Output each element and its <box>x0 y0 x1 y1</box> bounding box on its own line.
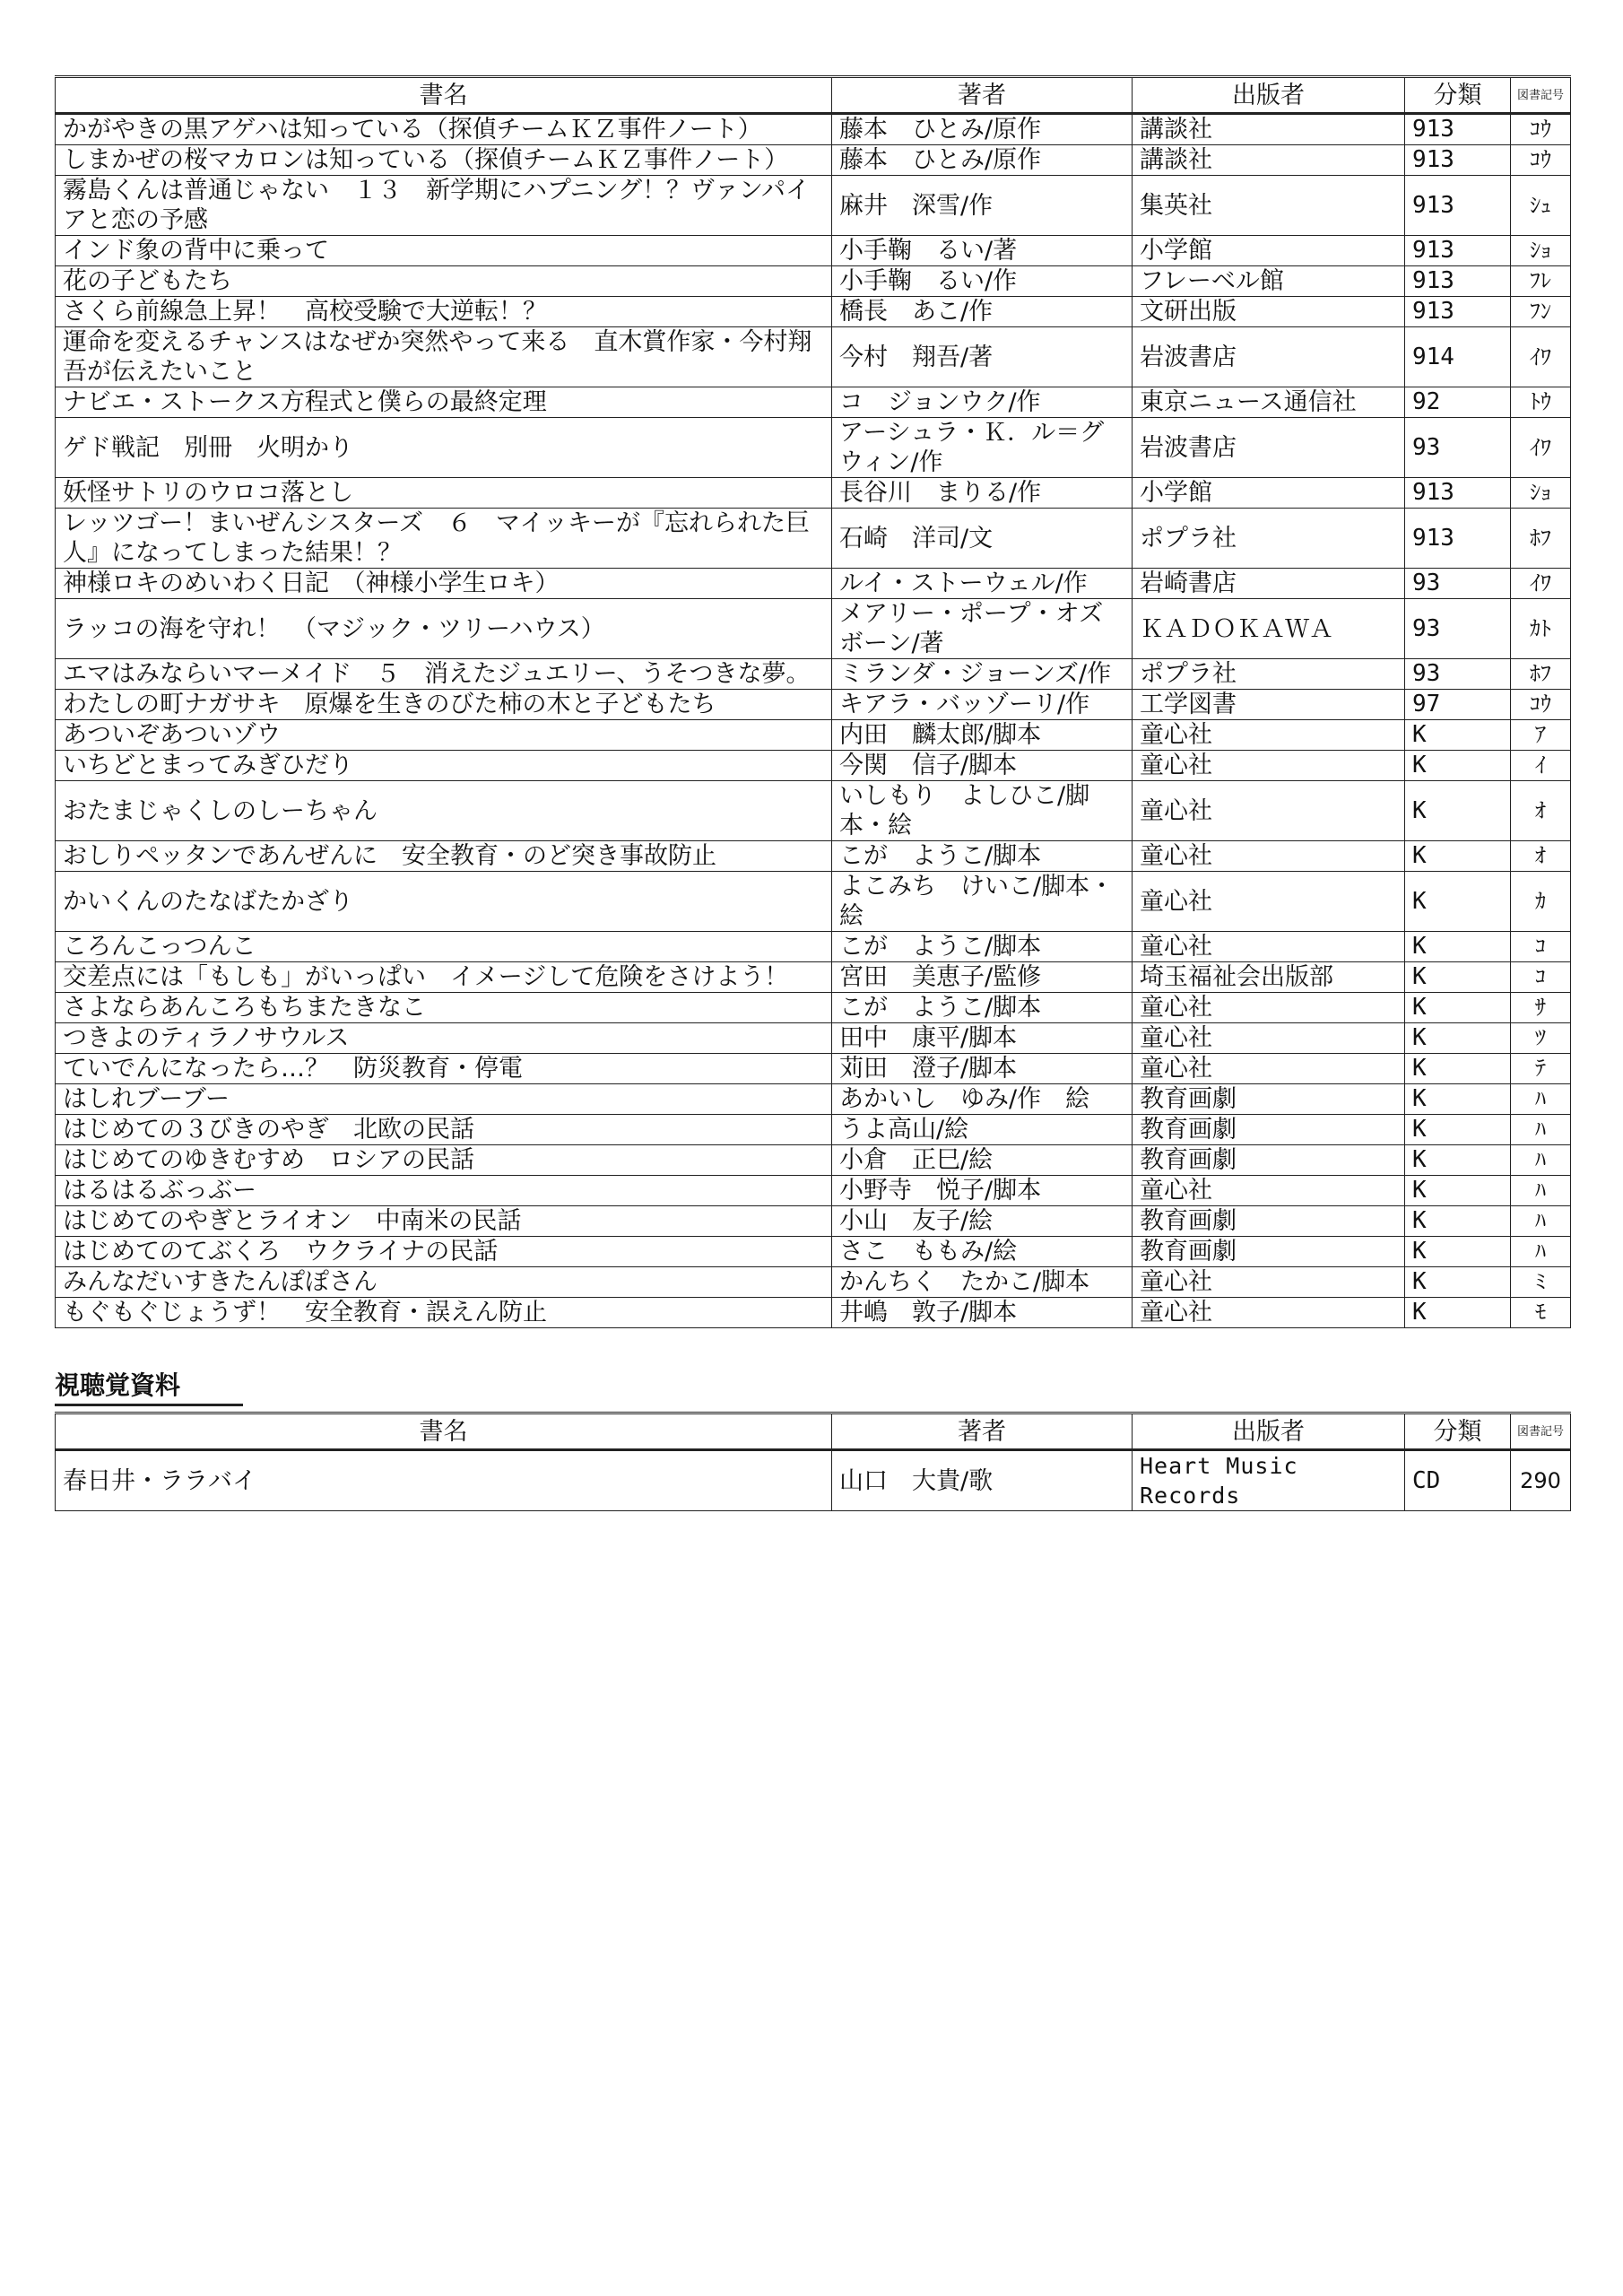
call-code-cell: ｼｮ <box>1511 478 1571 509</box>
book-row <box>56 387 1571 418</box>
call-code-cell: ｼｭ <box>1511 176 1571 236</box>
classification-cell: 93 <box>1405 659 1511 690</box>
book-row <box>56 297 1571 327</box>
classification-cell: K <box>1405 1084 1511 1115</box>
call-code-cell: ﾐ <box>1511 1267 1571 1298</box>
av-table <box>55 1412 1571 1511</box>
publisher-cell: 小学館 <box>1133 236 1405 266</box>
author-cell: 藤本 ひとみ/原作 <box>832 114 1133 145</box>
book-title-cell: 妖怪サトリのウロコ落とし <box>56 478 832 509</box>
classification-cell: K <box>1405 962 1511 993</box>
book-title-cell: 運命を変えるチャンスはなぜか突然やって来る 直木賞作家・今村翔吾が伝えたいこと <box>56 327 832 387</box>
book-row <box>56 1145 1571 1176</box>
book-row <box>56 1267 1571 1298</box>
author-cell: よこみち けいこ/脚本・絵 <box>832 872 1133 932</box>
call-code-cell: ｺｳ <box>1511 690 1571 720</box>
author-cell: 今村 翔吾/著 <box>832 327 1133 387</box>
publisher-cell: 童心社 <box>1133 751 1405 781</box>
classification-cell: K <box>1405 1298 1511 1328</box>
book-title-cell: さよならあんころもちまたきなこ <box>56 993 832 1023</box>
av-header-title: 書名 <box>56 1413 832 1450</box>
classification-cell: CD <box>1405 1450 1511 1511</box>
author-cell: 藤本 ひとみ/原作 <box>832 145 1133 176</box>
publisher-cell: 童心社 <box>1133 1054 1405 1084</box>
book-row <box>56 751 1571 781</box>
av-header-publisher: 出版者 <box>1133 1413 1405 1450</box>
classification-cell: K <box>1405 841 1511 872</box>
book-row <box>56 1206 1571 1237</box>
book-title-cell: ころんこっつんこ <box>56 932 832 962</box>
author-cell: メアリー・ポープ・オズボーン/著 <box>832 599 1133 659</box>
call-code-cell: ｲﾜ <box>1511 418 1571 478</box>
publisher-cell: 童心社 <box>1133 932 1405 962</box>
book-row <box>56 145 1571 176</box>
call-code-cell: ﾊ <box>1511 1237 1571 1267</box>
publisher-cell: 工学図書 <box>1133 690 1405 720</box>
author-cell: さこ ももみ/絵 <box>832 1237 1133 1267</box>
author-cell: 山口 大貴/歌 <box>832 1450 1133 1511</box>
publisher-cell: 教育画劇 <box>1133 1206 1405 1237</box>
classification-cell: K <box>1405 993 1511 1023</box>
book-title-cell: しまかぜの桜マカロンは知っている（探偵チームＫＺ事件ノート） <box>56 145 832 176</box>
header-title: 書名 <box>56 77 832 114</box>
author-cell: ミランダ・ジョーンズ/作 <box>832 659 1133 690</box>
call-code-cell: ﾄｳ <box>1511 387 1571 418</box>
book-title-cell: ラッコの海を守れ！ （マジック・ツリーハウス） <box>56 599 832 659</box>
book-title-cell: 神様ロキのめいわく日記 （神様小学生ロキ） <box>56 569 832 599</box>
call-code-cell: ｺ <box>1511 932 1571 962</box>
publisher-cell: 童心社 <box>1133 872 1405 932</box>
classification-cell: K <box>1405 1115 1511 1145</box>
publisher-cell: 童心社 <box>1133 1267 1405 1298</box>
book-row <box>56 509 1571 569</box>
publisher-cell: 童心社 <box>1133 841 1405 872</box>
publisher-cell: 小学館 <box>1133 478 1405 509</box>
call-code-cell: ｲﾜ <box>1511 569 1571 599</box>
call-code-cell: ｲﾜ <box>1511 327 1571 387</box>
book-row <box>56 176 1571 236</box>
publisher-cell: 講談社 <box>1133 145 1405 176</box>
book-title-cell: かがやきの黒アゲハは知っている（探偵チームＫＺ事件ノート） <box>56 114 832 145</box>
classification-cell: 913 <box>1405 266 1511 297</box>
author-cell: こが ようこ/脚本 <box>832 993 1133 1023</box>
publisher-cell: ポプラ社 <box>1133 509 1405 569</box>
book-title-cell: はじめてのてぶくろ ウクライナの民話 <box>56 1237 832 1267</box>
header-author: 著者 <box>832 77 1133 114</box>
author-cell: 小倉 正巳/絵 <box>832 1145 1133 1176</box>
classification-cell: 914 <box>1405 327 1511 387</box>
publisher-cell: 童心社 <box>1133 720 1405 751</box>
book-title-cell: もぐもぐじょうず！ 安全教育・誤えん防止 <box>56 1298 832 1328</box>
author-cell: こが ようこ/脚本 <box>832 932 1133 962</box>
author-cell: 小手鞠 るい/著 <box>832 236 1133 266</box>
publisher-cell: 埼玉福祉会出版部 <box>1133 962 1405 993</box>
author-cell: 小手鞠 るい/作 <box>832 266 1133 297</box>
author-cell: 苅田 澄子/脚本 <box>832 1054 1133 1084</box>
author-cell: あかいし ゆみ/作 絵 <box>832 1084 1133 1115</box>
book-title-cell: インド象の背中に乗って <box>56 236 832 266</box>
publisher-cell: 岩波書店 <box>1133 418 1405 478</box>
author-cell: 長谷川 まりる/作 <box>832 478 1133 509</box>
author-cell: コ ジョンウク/作 <box>832 387 1133 418</box>
call-code-cell: ｵ <box>1511 841 1571 872</box>
classification-cell: K <box>1405 932 1511 962</box>
author-cell: ルイ・ストーウェル/作 <box>832 569 1133 599</box>
classification-cell: 913 <box>1405 236 1511 266</box>
author-cell: 井嶋 敦子/脚本 <box>832 1298 1133 1328</box>
classification-cell: K <box>1405 720 1511 751</box>
call-code-cell: ﾊ <box>1511 1176 1571 1206</box>
book-row <box>56 1298 1571 1328</box>
classification-cell: 93 <box>1405 599 1511 659</box>
publisher-cell: 文研出版 <box>1133 297 1405 327</box>
classification-cell: K <box>1405 872 1511 932</box>
books-header-row <box>56 77 1571 114</box>
header-code: 図書記号 <box>1511 77 1571 114</box>
book-title-cell: はじめてのゆきむすめ ロシアの民話 <box>56 1145 832 1176</box>
publisher-cell: 童心社 <box>1133 1023 1405 1054</box>
publisher-cell: 童心社 <box>1133 993 1405 1023</box>
classification-cell: 913 <box>1405 176 1511 236</box>
book-row <box>56 872 1571 932</box>
book-title-cell: 花の子どもたち <box>56 266 832 297</box>
publisher-cell: ポプラ社 <box>1133 659 1405 690</box>
author-cell: 今関 信子/脚本 <box>832 751 1133 781</box>
av-body <box>56 1450 1571 1511</box>
book-row <box>56 690 1571 720</box>
book-title-cell: みんなだいすきたんぽぽさん <box>56 1267 832 1298</box>
book-title-cell: 霧島くんは普通じゃない １３ 新学期にハプニング！？ヴァンパイアと恋の予感 <box>56 176 832 236</box>
publisher-cell: 教育画劇 <box>1133 1084 1405 1115</box>
classification-cell: 92 <box>1405 387 1511 418</box>
call-code-cell: ｲ <box>1511 751 1571 781</box>
book-row <box>56 1023 1571 1054</box>
book-title-cell: はしれブーブー <box>56 1084 832 1115</box>
book-row <box>56 1054 1571 1084</box>
publisher-cell: 童心社 <box>1133 1298 1405 1328</box>
call-code-cell: ﾎﾌ <box>1511 659 1571 690</box>
book-row <box>56 327 1571 387</box>
classification-cell: K <box>1405 751 1511 781</box>
call-code-cell: ﾂ <box>1511 1023 1571 1054</box>
classification-cell: 97 <box>1405 690 1511 720</box>
book-row <box>56 569 1571 599</box>
av-section-title: 視聴覚資料 <box>55 1366 243 1406</box>
book-title-cell: はじめての３びきのやぎ 北欧の民話 <box>56 1115 832 1145</box>
call-code-cell: ﾊ <box>1511 1206 1571 1237</box>
book-title-cell: わたしの町ナガサキ 原爆を生きのびた柿の木と子どもたち <box>56 690 832 720</box>
classification-cell: 913 <box>1405 509 1511 569</box>
publisher-cell: 教育画劇 <box>1133 1145 1405 1176</box>
book-list-sheet <box>55 75 1570 1511</box>
book-title-cell: レッツゴー！まいぜんシスターズ ６ マイッキーが『忘れられた巨人』になってしまった結果！？ <box>56 509 832 569</box>
book-row <box>56 720 1571 751</box>
header-publisher: 出版者 <box>1133 77 1405 114</box>
book-row <box>56 418 1571 478</box>
author-cell: キアラ・バッゾーリ/作 <box>832 690 1133 720</box>
classification-cell: K <box>1405 1267 1511 1298</box>
book-row <box>56 993 1571 1023</box>
book-row <box>56 659 1571 690</box>
call-code-cell: ﾌﾚ <box>1511 266 1571 297</box>
author-cell: 小山 友子/絵 <box>832 1206 1133 1237</box>
publisher-cell: 講談社 <box>1133 114 1405 145</box>
call-code-cell: ﾊ <box>1511 1115 1571 1145</box>
classification-cell: 913 <box>1405 478 1511 509</box>
book-title-cell: ていでんになったら…？ 防災教育・停電 <box>56 1054 832 1084</box>
author-cell: うよ高山/絵 <box>832 1115 1133 1145</box>
classification-cell: 913 <box>1405 114 1511 145</box>
publisher-cell: フレーベル館 <box>1133 266 1405 297</box>
call-code-cell: ｺ <box>1511 962 1571 993</box>
book-title-cell: 春日井・ララバイ <box>56 1450 832 1511</box>
publisher-cell: ＫＡＤＯＫＡＷＡ <box>1133 599 1405 659</box>
call-code-cell: ｶﾄ <box>1511 599 1571 659</box>
classification-cell: K <box>1405 1237 1511 1267</box>
av-header-row <box>56 1413 1571 1450</box>
book-title-cell: おしりペッタンであんぜんに 安全教育・のど突き事故防止 <box>56 841 832 872</box>
book-row <box>56 1084 1571 1115</box>
author-cell: 内田 麟太郎/脚本 <box>832 720 1133 751</box>
book-title-cell: ナビエ・ストークス方程式と僕らの最終定理 <box>56 387 832 418</box>
book-row <box>56 962 1571 993</box>
book-title-cell: 交差点には「もしも」がいっぱい イメージして危険をさけよう！ <box>56 962 832 993</box>
call-code-cell: ｺｳ <box>1511 114 1571 145</box>
author-cell: 宮田 美恵子/監修 <box>832 962 1133 993</box>
book-row <box>56 1176 1571 1206</box>
book-row <box>56 781 1571 841</box>
av-row <box>56 1450 1571 1511</box>
classification-cell: K <box>1405 1023 1511 1054</box>
publisher-cell: 集英社 <box>1133 176 1405 236</box>
book-row <box>56 478 1571 509</box>
book-row <box>56 266 1571 297</box>
av-header-classification: 分類 <box>1405 1413 1511 1450</box>
books-body <box>56 114 1571 1328</box>
book-row <box>56 1237 1571 1267</box>
author-cell: 麻井 深雪/作 <box>832 176 1133 236</box>
author-cell: こが ようこ/脚本 <box>832 841 1133 872</box>
call-code-cell: ﾃ <box>1511 1054 1571 1084</box>
book-row <box>56 599 1571 659</box>
call-code-cell: 290 <box>1511 1450 1571 1511</box>
call-code-cell: ﾓ <box>1511 1298 1571 1328</box>
av-header-code: 図書記号 <box>1511 1413 1571 1450</box>
book-title-cell: いちどとまってみぎひだり <box>56 751 832 781</box>
call-code-cell: ｼｮ <box>1511 236 1571 266</box>
classification-cell: K <box>1405 1176 1511 1206</box>
publisher-cell: 岩波書店 <box>1133 327 1405 387</box>
publisher-cell: 教育画劇 <box>1133 1115 1405 1145</box>
book-title-cell: おたまじゃくしのしーちゃん <box>56 781 832 841</box>
book-row <box>56 114 1571 145</box>
author-cell: いしもり よしひこ/脚本・絵 <box>832 781 1133 841</box>
publisher-cell: 教育画劇 <box>1133 1237 1405 1267</box>
classification-cell: 93 <box>1405 569 1511 599</box>
author-cell: 石崎 洋司/文 <box>832 509 1133 569</box>
call-code-cell: ｺｳ <box>1511 145 1571 176</box>
author-cell: 橋長 あこ/作 <box>832 297 1133 327</box>
publisher-cell: 童心社 <box>1133 781 1405 841</box>
author-cell: 田中 康平/脚本 <box>832 1023 1133 1054</box>
call-code-cell: ｱ <box>1511 720 1571 751</box>
call-code-cell: ﾊ <box>1511 1145 1571 1176</box>
call-code-cell: ﾊ <box>1511 1084 1571 1115</box>
classification-cell: K <box>1405 1054 1511 1084</box>
author-cell: 小野寺 悦子/脚本 <box>832 1176 1133 1206</box>
classification-cell: K <box>1405 1206 1511 1237</box>
books-table <box>55 75 1571 1328</box>
call-code-cell: ｵ <box>1511 781 1571 841</box>
classification-cell: 93 <box>1405 418 1511 478</box>
book-title-cell: はるはるぶっぶー <box>56 1176 832 1206</box>
book-title-cell: さくら前線急上昇！ 高校受験で大逆転！？ <box>56 297 832 327</box>
call-code-cell: ﾌﾝ <box>1511 297 1571 327</box>
publisher-cell: 東京ニュース通信社 <box>1133 387 1405 418</box>
publisher-cell: 岩崎書店 <box>1133 569 1405 599</box>
classification-cell: K <box>1405 781 1511 841</box>
classification-cell: 913 <box>1405 297 1511 327</box>
book-row <box>56 236 1571 266</box>
book-title-cell: エマはみならいマーメイド ５ 消えたジュエリー、うそつきな夢。 <box>56 659 832 690</box>
book-title-cell: あついぞあついゾウ <box>56 720 832 751</box>
author-cell: アーシュラ・Ｋ．ル＝グウィン/作 <box>832 418 1133 478</box>
publisher-cell: 童心社 <box>1133 1176 1405 1206</box>
book-row <box>56 932 1571 962</box>
author-cell: かんちく たかこ/脚本 <box>832 1267 1133 1298</box>
book-row <box>56 1115 1571 1145</box>
book-title-cell: かいくんのたなばたかざり <box>56 872 832 932</box>
book-row <box>56 841 1571 872</box>
classification-cell: 913 <box>1405 145 1511 176</box>
book-title-cell: つきよのティラノサウルス <box>56 1023 832 1054</box>
publisher-cell: Heart Music Records <box>1133 1450 1405 1511</box>
call-code-cell: ｶ <box>1511 872 1571 932</box>
call-code-cell: ﾎﾌ <box>1511 509 1571 569</box>
book-title-cell: ゲド戦記 別冊 火明かり <box>56 418 832 478</box>
book-title-cell: はじめてのやぎとライオン 中南米の民話 <box>56 1206 832 1237</box>
call-code-cell: ｻ <box>1511 993 1571 1023</box>
av-header-author: 著者 <box>832 1413 1133 1450</box>
classification-cell: K <box>1405 1145 1511 1176</box>
header-classification: 分類 <box>1405 77 1511 114</box>
